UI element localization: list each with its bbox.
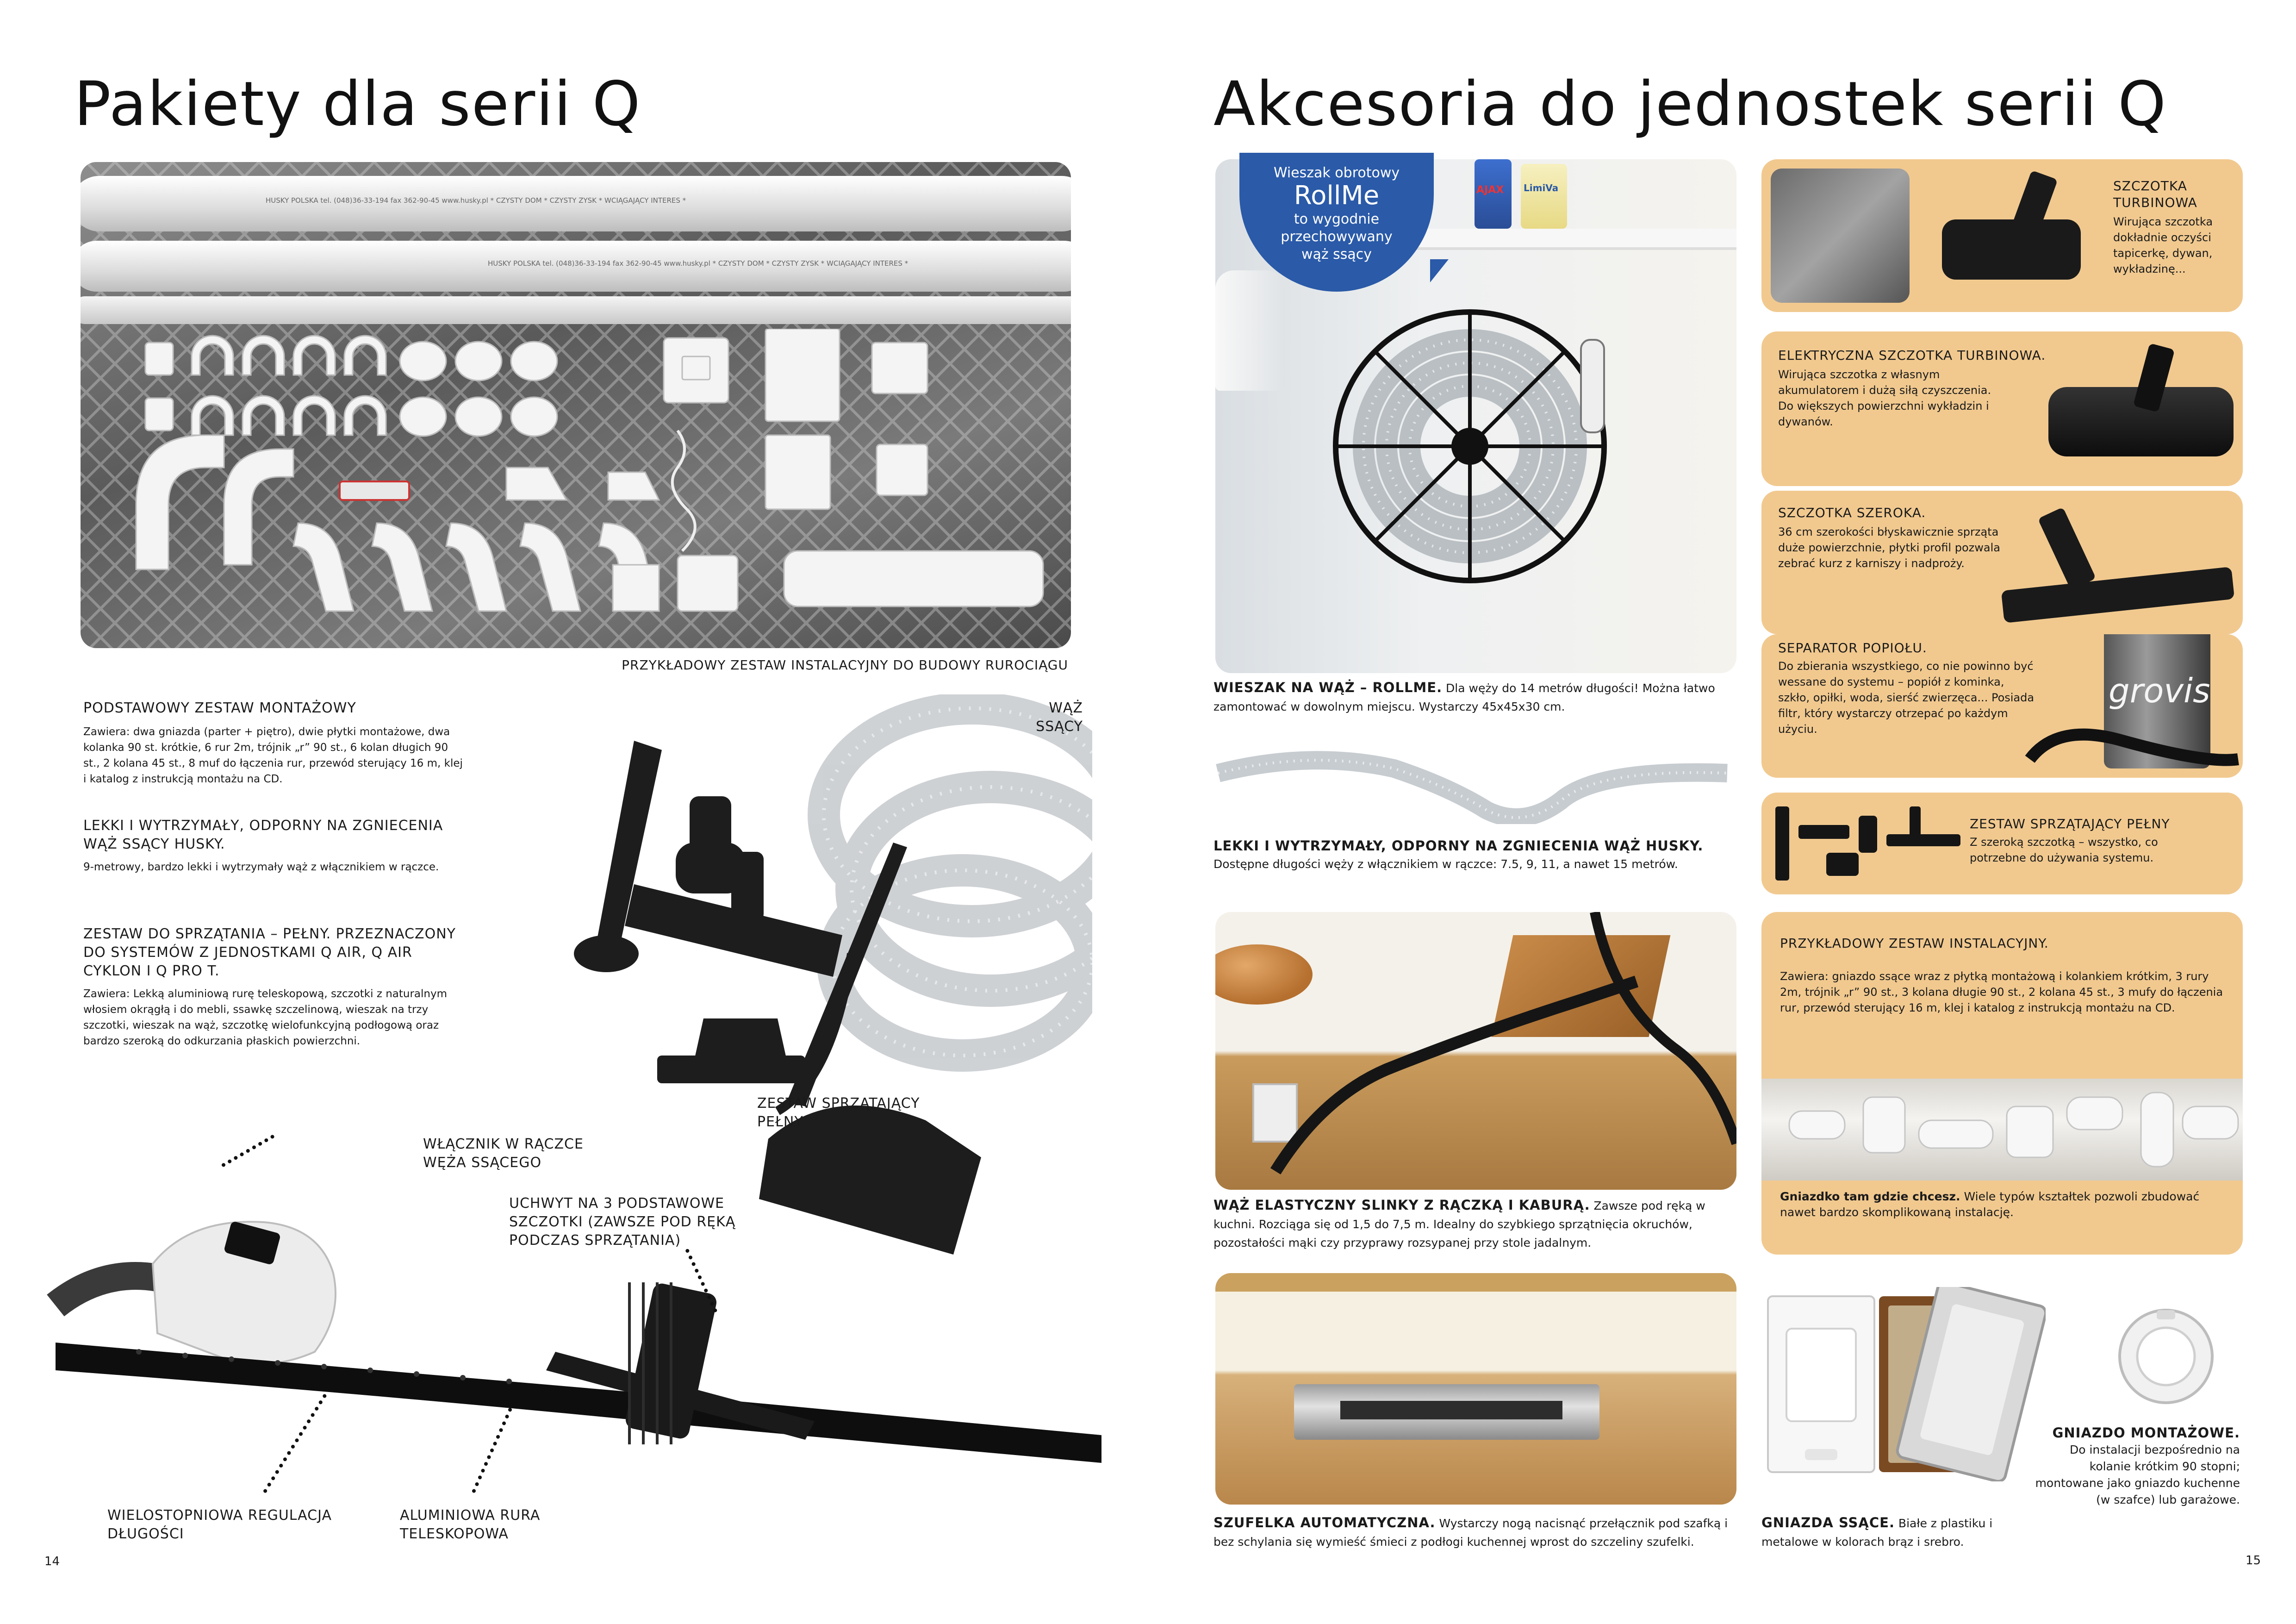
section-body: 9-metrowy, bardzo lekki i wytrzymały wąż z włącznikiem w rączce. <box>83 861 439 873</box>
outlets-caption <box>1761 1514 2021 1551</box>
length-label: WIELOSTOPNIOWA REGULACJA DŁUGOŚCI <box>107 1507 332 1542</box>
panel-body: Wirująca szczotka dokładnie oczyści tapicerkę, dywan, wykładzinę... <box>2113 215 2213 275</box>
turbo-brush-photo <box>1771 169 1910 303</box>
right-page-title: Akcesoria do jednostek serii Q <box>1213 69 2167 140</box>
caption-heading: LEKKI I WYTRZYMAŁY, ODPORNY NA ZGNIECENIA WĄŻ HUSKY. <box>1213 838 1704 854</box>
basic-kit-section <box>83 699 463 787</box>
panel-heading: PRZYKŁADOWY ZESTAW INSTALACYJNY. <box>1780 936 2049 951</box>
panel-text <box>1780 935 2234 1016</box>
caption-heading: GNIAZDA SSĄCE. <box>1761 1515 1895 1530</box>
bubble-brand: RollMe <box>1294 181 1380 211</box>
pipe <box>81 176 1071 231</box>
cleaning-set-section <box>83 925 463 1049</box>
holder-label: UCHWYT NA 3 PODSTAWOWE SZCZOTKI (ZAWSZE POD RĘKĄ PODCZAS SPRZĄTANIA) <box>509 1195 736 1249</box>
panel-ash-separator <box>1761 634 2243 778</box>
tube-label: ALUMINIOWA RURA TELESKOPOWA <box>400 1507 541 1542</box>
husky-hose-illustration <box>1213 722 1736 824</box>
installation-kit-photo <box>81 162 1071 648</box>
bubble-line3: to wygodnie przechowywany wąż ssący <box>1281 211 1393 262</box>
caption-body: Wystarczy nogą nacisnąć przełącznik pod szafką i bez schylania się wymieść śmieci z podłogi kuchennej wprost do szczeliny szufelki. <box>1213 1517 1728 1549</box>
panel-heading: ELEKTRYCZNA SZCZOTKA TURBINOWA. <box>1778 348 2046 363</box>
full-cleaning-set-illustration <box>1771 797 1965 890</box>
hose-caption <box>1213 837 1736 873</box>
panel-body: Do zbierania wszystkiego, co nie powinno być wessane do systemu – popiół z kominka, szkło, opiłki, woda, sierść zwierzęca... Posiada filtr, który wystarczy otrzepać po każdym użyciu. <box>1778 660 2035 736</box>
caption-body: Do instalacji bezpośrednio na kolanie krótkim 90 stopni; montowane jako gniazdo kuchenne (w szafce) lub garażowe. <box>2035 1443 2240 1506</box>
suction-outlets-illustration <box>1759 1287 2046 1481</box>
wide-brush-neck <box>2038 507 2096 590</box>
turbo-brush-illustration <box>1942 219 2081 280</box>
caption-heading: GNIAZDO MONTAŻOWE. <box>2052 1425 2240 1441</box>
ash-separator-hose <box>2021 653 2243 778</box>
hose-section <box>83 817 463 875</box>
section-body: Zawiera: Lekką aluminiową rurę teleskopową, szczotki z naturalnym włosiem okrągłą i do mebli, ssawkę szczelinową, wieszak na trzy szczotki, wieszak na wąż, szczotkę wielofunkcyjną podłogową oraz bardzo szeroką do odkurzania płaskich powierzchni. <box>83 988 448 1047</box>
panel-body: Wirująca szczotka z własnym akumulatorem i dużą siłą czyszczenia. Do większych powierzchni wykładzin i dywanów. <box>1778 368 1991 428</box>
slinky-photo <box>1215 912 1736 1190</box>
rollme-reel-illustration <box>1322 298 1618 594</box>
panel-body: 36 cm szerokości błyskawicznie sprząta duże powierzchnie, płytki profil pozwala zebrać kurz z karniszy i nadproży. <box>1778 525 2000 570</box>
detergent-bottle <box>1215 270 1285 391</box>
install-foot-body: Wiele typów kształtek pozwoli zbudować nawet bardzo skomplikowaną instalację. <box>1780 1190 2200 1219</box>
panel-text <box>1778 640 2037 737</box>
install-foot-heading: Gniazdko tam gdzie chcesz. <box>1780 1190 1960 1203</box>
panel-full-cleaning-set <box>1761 793 2243 894</box>
slinky-caption <box>1213 1196 1736 1252</box>
rollme-caption <box>1213 679 1736 716</box>
panel-heading: SZCZOTKA TURBINOWA <box>2113 178 2197 210</box>
pipe <box>81 241 1071 292</box>
panel-install-kit <box>1761 912 2243 1255</box>
bubble-tail <box>1430 259 1449 282</box>
cleaning-set-label: ZESTAW SPRZĄTAJĄCY PEŁNY <box>757 1095 920 1130</box>
bubble-line1: Wieszak obrotowy <box>1273 165 1400 181</box>
panel-electric-turbo-brush <box>1761 331 2243 486</box>
panel-heading: ZESTAW SPRZĄTAJĄCY PEŁNY <box>1970 816 2170 831</box>
hose-label: WĄŻ SSĄCY <box>1036 700 1083 735</box>
panel-body: Zawiera: gniazdo ssące wraz z płytką montażową i kolankiem krótkim, 3 rury 2m, trójnik „r” 90 st., 3 kolana długie 90 st., 2 kolana 45 st., 3 mufy do łączenia rur, przewód sterujący 16 m, klej i katalog z instrukcją montażu na CD. <box>1780 970 2223 1014</box>
cleaner-bottle <box>1475 159 1512 229</box>
panel-text <box>1970 816 2229 866</box>
panel-body: Z szeroką szczotką – wszystko, co potrzebne do używania systemu. <box>1970 836 2158 864</box>
limiva-bottle <box>1521 164 1567 229</box>
slinky-hose <box>1215 912 1736 1190</box>
install-kit-photo <box>1761 1079 2243 1181</box>
slot-opening <box>1340 1401 1562 1419</box>
pipe-print: HUSKY POLSKA tel. (048)36-33-194 fax 362-90-45 www.husky.pl * CZYSTY DOM * CZYSTY ZYSK * WCIĄGAJĄCY INTERES * <box>266 196 686 205</box>
left-page-title: Pakiety dla serii Q <box>74 69 641 140</box>
install-foot <box>1780 1189 2224 1220</box>
caption-heading: WĄŻ ELASTYCZNY SLINKY Z RĄCZKĄ I KABURĄ. <box>1213 1197 1590 1213</box>
section-heading: PODSTAWOWY ZESTAW MONTAŻOWY <box>83 700 356 716</box>
section-heading: ZESTAW DO SPRZĄTANIA – PEŁNY. PRZEZNACZONY DO SYSTEMÓW Z JEDNOSTKAMI Q AIR, Q AIR CYKLON I Q PRO T. <box>83 926 456 979</box>
caption-heading: SZUFELKA AUTOMATYCZNA. <box>1213 1515 1436 1530</box>
left-page-number: 14 <box>44 1555 60 1568</box>
panel-text <box>1778 347 2056 430</box>
section-body: Zawiera: dwa gniazda (parter + piętro), dwie płytki montażowe, dwa kolanka 90 st. krótkie, 6 rur 2m, trójnik „r” 90 st., 6 kolan długich 90 st., 2 kolana 45 st., 8 muf do łączenia rur, przewód sterujący 16 m, klej i katalog z instrukcją montażu na CD. <box>83 726 463 785</box>
dustpan-caption <box>1213 1514 1736 1551</box>
panel-heading: SEPARATOR POPIOŁU. <box>1778 640 1927 656</box>
dustpan-photo <box>1215 1273 1736 1505</box>
wood-strip <box>1215 1273 1736 1292</box>
dustpan-slot <box>1294 1384 1599 1440</box>
ajax-label: AJAX <box>1476 184 1504 196</box>
caption-body: Dla węży do 14 metrów długości! Można łatwo zamontować w dowolnym miejscu. Wystarczy 45x45x30 cm. <box>1213 681 1715 713</box>
limiva-label: LimiVa <box>1524 182 1559 194</box>
pipe-print: HUSKY POLSKA tel. (048)36-33-194 fax 362-90-45 www.husky.pl * CZYSTY DOM * CZYSTY ZYSK * WCIĄGAJĄCY INTERES * <box>488 259 908 268</box>
caption-body: Dostępne długości węży z włącznikiem w rączce: 7.5, 9, 11, a nawet 15 metrów. <box>1213 857 1678 871</box>
panel-text <box>2113 178 2234 277</box>
kit-caption: PRZYKŁADOWY ZESTAW INSTALACYJNY DO BUDOWY RUROCIĄGU <box>622 657 1068 673</box>
pipe <box>81 296 1071 324</box>
caption-body: Białe z plastiku i metalowe w kolorach brąz i srebro. <box>1761 1517 1993 1549</box>
install-kit-fittings <box>1761 1079 2243 1181</box>
caption-heading: WIESZAK NA WĄŻ – ROLLME. <box>1213 680 1443 695</box>
switch-label: WŁĄCZNIK W RĄCZCE WĘŻA SSĄCEGO <box>423 1136 584 1171</box>
grovis-logo: grovis <box>2109 671 2210 710</box>
panel-heading: SZCZOTKA SZEROKA. <box>1778 505 1926 520</box>
pipe-fittings-illustration <box>81 329 1071 648</box>
right-page-number: 15 <box>2246 1554 2261 1568</box>
caption-body: Zawsze pod ręką w kuchni. Rozciąga się od 1,5 do 7,5 m. Idealny do szybkiego sprzątnięcia okruchów, pozostałości mąki czy przyprawy rozsypanej przy stole jadalnym. <box>1213 1199 1705 1249</box>
section-heading: LEKKI I WYTRZYMAŁY, ODPORNY NA ZGNIECENIA WĄŻ SSĄCY HUSKY. <box>83 818 443 852</box>
panel-text <box>1778 505 2037 571</box>
mount-caption <box>2027 1424 2240 1508</box>
panel-wide-brush <box>1761 491 2243 634</box>
panel-turbo-brush <box>1761 159 2243 312</box>
mount-outlet-illustration <box>2110 1301 2221 1412</box>
wide-brush-illustration <box>2001 567 2235 623</box>
